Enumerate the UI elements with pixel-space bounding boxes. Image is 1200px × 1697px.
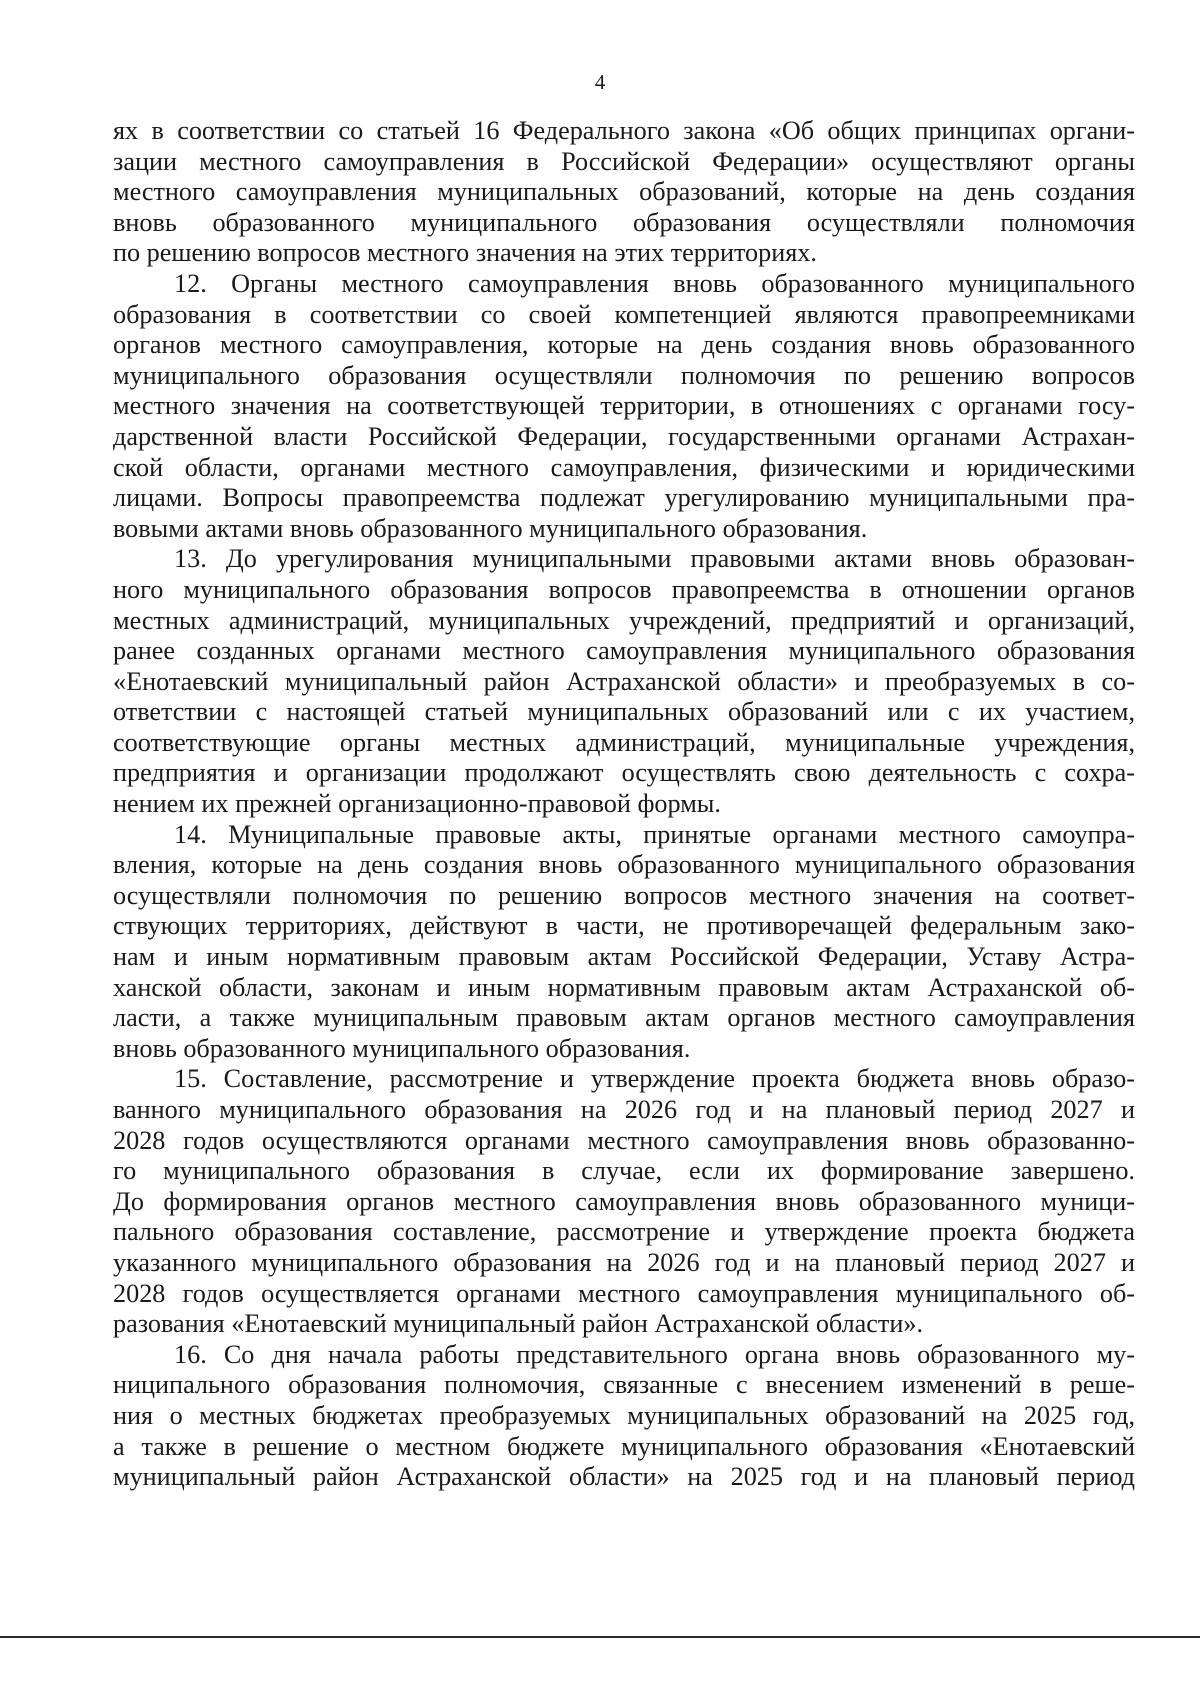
text-line: ванного муниципального образования на 2026 год и на плановый период 2027 и xyxy=(113,1095,1135,1124)
text-line: 2028 годов осуществляются органами местного самоуправления вновь образованно- xyxy=(113,1125,1135,1155)
text-line: ханской области, законам и иным нормативным правовым актам Астраханской об- xyxy=(113,972,1135,1002)
body-text xyxy=(113,116,1135,1493)
text-line: образования в соответствии со своей компетенцией являются правопреемниками xyxy=(113,299,1135,329)
text-line: 15. Составление, рассмотрение и утверждение проекта бюджета вновь образо- xyxy=(174,1064,1135,1094)
text-line: вновь образованного муниципального образования. xyxy=(113,1033,691,1063)
text-line: местного значения на соответствующей территории, в отношениях с органами госу- xyxy=(113,391,1135,421)
text-line: осуществляли полномочия по решению вопросов местного значения на соответ- xyxy=(113,880,1135,910)
text-line: го муниципального образования в случае, если их формирование завершено. xyxy=(113,1156,1135,1186)
text-line: муниципального образования осуществляли полномочия по решению вопросов xyxy=(113,360,1135,390)
text-line: «Енотаевский муниципальный район Астраханской области» и преобразуемых в со- xyxy=(113,666,1135,696)
text-line: 16. Со дня начала работы представительного органа вновь образованного му- xyxy=(174,1339,1135,1369)
text-line: вовыми актами вновь образованного муниципального образования. xyxy=(113,513,868,543)
text-line: пального образования составление, рассмотрение и утверждение проекта бюджета xyxy=(113,1217,1135,1247)
text-line: по решению вопросов местного значения на этих территориях. xyxy=(113,238,817,268)
text-line: нением их прежней организационно-правовой формы. xyxy=(113,789,721,819)
text-line: До формирования органов местного самоуправления вновь образованного муници- xyxy=(113,1186,1135,1216)
text-line: 2028 годов осуществляется органами местного самоуправления муниципального об- xyxy=(113,1278,1135,1308)
text-line: дарственной власти Российской Федерации, государственными органами Астрахан- xyxy=(113,421,1135,451)
text-line: 12. Органы местного самоуправления вновь образованного муниципального xyxy=(174,268,1135,298)
text-line: разования «Енотаевский муниципальный район Астраханской области». xyxy=(113,1309,924,1339)
text-line: соответствующие органы местных администраций, муниципальные учреждения, xyxy=(113,727,1135,757)
text-line: ния о местных бюджетах преобразуемых муниципальных образований на 2025 год, xyxy=(113,1400,1135,1430)
text-line: вления, которые на день создания вновь образованного муниципального образования xyxy=(113,850,1135,880)
text-line: предприятия и организации продолжают осуществлять свою деятельность с сохра- xyxy=(113,758,1135,788)
text-line: ской области, органами местного самоуправления, физическими и юридическими xyxy=(113,452,1135,482)
text-line: ответствии с настоящей статьей муниципальных образований или с их участием, xyxy=(113,697,1135,727)
bottom-rule xyxy=(0,1636,1200,1638)
text-line: указанного муниципального образования на 2026 год и на плановый период 2027 и xyxy=(113,1247,1135,1277)
text-line: лицами. Вопросы правопреемства подлежат урегулированию муниципальными пра- xyxy=(113,483,1135,513)
text-line: органов местного самоуправления, которые на день создания вновь образованного xyxy=(113,330,1135,360)
text-line: ранее созданных органами местного самоуправления муниципального образования xyxy=(113,636,1135,666)
text-line: местного самоуправления муниципальных образований, которые на день создания xyxy=(113,177,1135,207)
text-line: ниципального образования полномочия, связанные с внесением изменений в реше- xyxy=(113,1370,1135,1400)
text-line: ласти, а также муниципальным правовым актам органов местного самоуправления xyxy=(113,1003,1135,1033)
text-line: 14. Муниципальные правовые акты, принятые органами местного самоупра- xyxy=(174,819,1135,849)
text-line: 13. До урегулирования муниципальными правовыми актами вновь образован- xyxy=(174,544,1135,574)
text-line: нам и иным нормативным правовым актам Российской Федерации, Уставу Астра- xyxy=(113,942,1135,972)
text-line: зации местного самоуправления в Российской Федерации» осуществляют органы xyxy=(113,146,1135,176)
text-line: вновь образованного муниципального образования осуществляли полномочия xyxy=(113,207,1135,237)
text-line: муниципальный район Астраханской области» на 2025 год и на плановый период xyxy=(113,1462,1135,1492)
text-line: ного муниципального образования вопросов правопреемства в отношении органов xyxy=(113,574,1135,604)
text-line: ях в соответствии со статьей 16 Федерального закона «Об общих принципах органи- xyxy=(113,116,1135,145)
page-number: 4 xyxy=(594,70,606,94)
text-line: местных администраций, муниципальных учреждений, предприятий и организаций, xyxy=(113,605,1135,635)
text-line: ствующих территориях, действуют в части, не противоречащей федеральным зако- xyxy=(113,911,1135,941)
text-line: а также в решение о местном бюджете муниципального образования «Енотаевский xyxy=(113,1431,1135,1461)
